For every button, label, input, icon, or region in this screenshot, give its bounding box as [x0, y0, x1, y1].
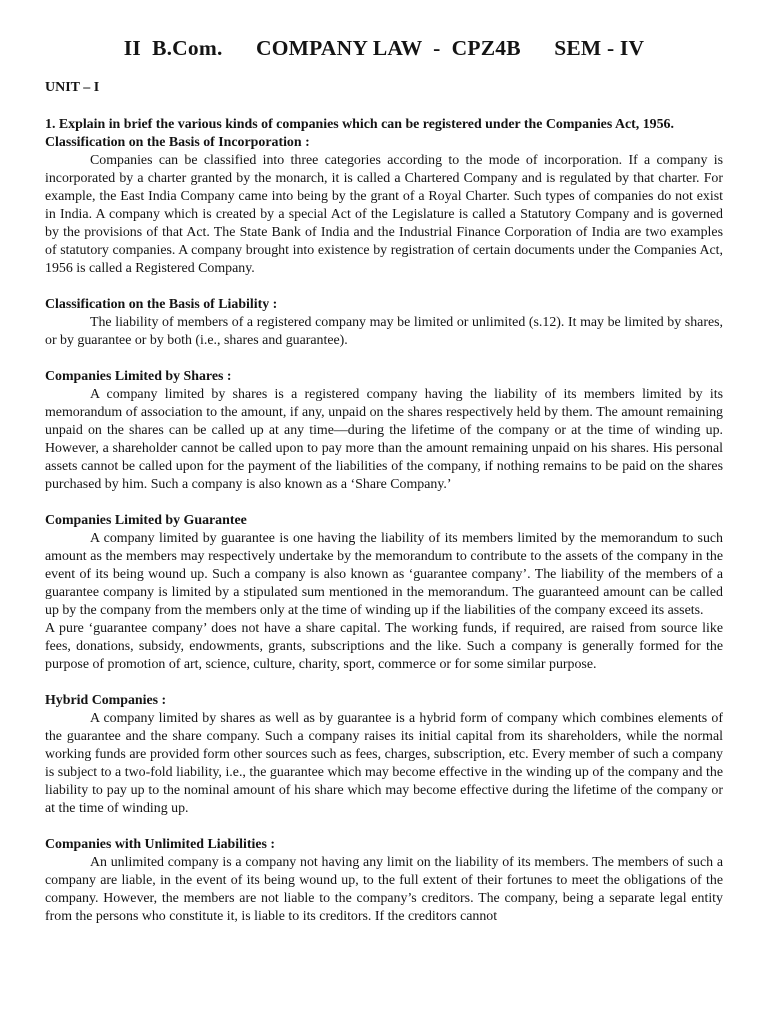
section-heading-incorporation: Classification on the Basis of Incorporation :: [45, 135, 310, 150]
section-heading-shares: Companies Limited by Shares :: [45, 369, 232, 384]
document-content: [45, 116, 723, 926]
section-body-liability: The liability of members of a registered company may be limited or unlimited (s.12). It may be limited by shares, or by guarantee or by both (i.e., shares and guarantee).: [45, 315, 723, 348]
section-body-guarantee: A company limited by guarantee is one having the liability of its members limited by the memorandum to such amount as the members may respectively undertake by the memorandum to contribute to the assets of the company in the event of its being wound up. Such a company is also known as ‘guarantee company’. The liability of the members of a guarantee company is limited by a stipulated sum mentioned in the memorandum. The guaranteed amount can be called up by the company from the members only at the time of winding up if the liabilities of the company exceed its assets.: [45, 531, 723, 618]
section-body-guarantee-continued: A pure ‘guarantee company’ does not have a share capital. The working funds, if required, are raised from source like fees, donations, subsidy, endowments, grants, subscriptions and the like. Such a company is generally formed for the purpose of promotion of art, science, culture, charity, sport, commerce or for some similar purpose.: [45, 621, 723, 672]
section-body-unlimited: An unlimited company is a company not having any limit on the liability of its members. The members of such a company are liable, in the event of its being wound up, to the full extent of their fortunes to meet the obligations of the company. However, the members are not liable to the company’s creditors. The company, being a separate legal entity from the persons who constitute it, is liable to its creditors. If the creditors cannot: [45, 855, 723, 924]
section-body-shares: A company limited by shares is a registered company having the liability of its members limited by its memorandum of association to the amount, if any, unpaid on the shares respectively held by them. The amount remaining unpaid on the shares can be called up at any time—during the lifetime of the company or at the time of winding up. However, a shareholder cannot be called upon to pay more than the amount remaining unpaid on his shares. His personal assets cannot be called upon for the payment of the liabilities of the company, if nothing remains to be paid on the shares purchased by him. Such a company is also known as a ‘Share Company.’: [45, 387, 723, 492]
unit-heading: UNIT – I: [45, 80, 100, 95]
section-heading-guarantee: Companies Limited by Guarantee: [45, 513, 247, 528]
section-heading-unlimited: Companies with Unlimited Liabilities :: [45, 837, 275, 852]
section-heading-hybrid: Hybrid Companies :: [45, 693, 167, 708]
section-body-hybrid: A company limited by shares as well as by guarantee is a hybrid form of company which combines elements of the guarantee and the share company. Such a company raises its initial capital from its shareholders, while the normal working funds are provided form other sources such as fees, charges, subscription, etc. Every member of such a company is subject to a two-fold liability, i.e., the guarantee which may become effective in the winding up of the company and the liability to pay up to the nominal amount of his share which may become effective during the lifetime of the company or at the time of winding up.: [45, 711, 723, 816]
section-heading-liability: Classification on the Basis of Liability :: [45, 297, 278, 312]
question-text: 1. Explain in brief the various kinds of companies which can be registered under the Companies Act, 1956.: [45, 117, 674, 132]
page-header-title: II B.Com. COMPANY LAW - CPZ4B SEM - IV: [123, 36, 645, 60]
section-body-incorporation: Companies can be classified into three categories according to the mode of incorporation. If a company is incorporated by a charter granted by the monarch, it is called a Chartered Company and is regulated by that charter. For example, the East India Company came into being by the grant of a Royal Charter. Such types of companies do not exist in India. A company which is created by a special Act of the Legislature is called a Statutory Company and is governed by the provisions of that Act. The State Bank of India and the Industrial Finance Corporation of India are two examples of statutory companies. A company brought into existence by registration of certain documents under the Companies Act, 1956 is called a Registered Company.: [45, 153, 723, 276]
